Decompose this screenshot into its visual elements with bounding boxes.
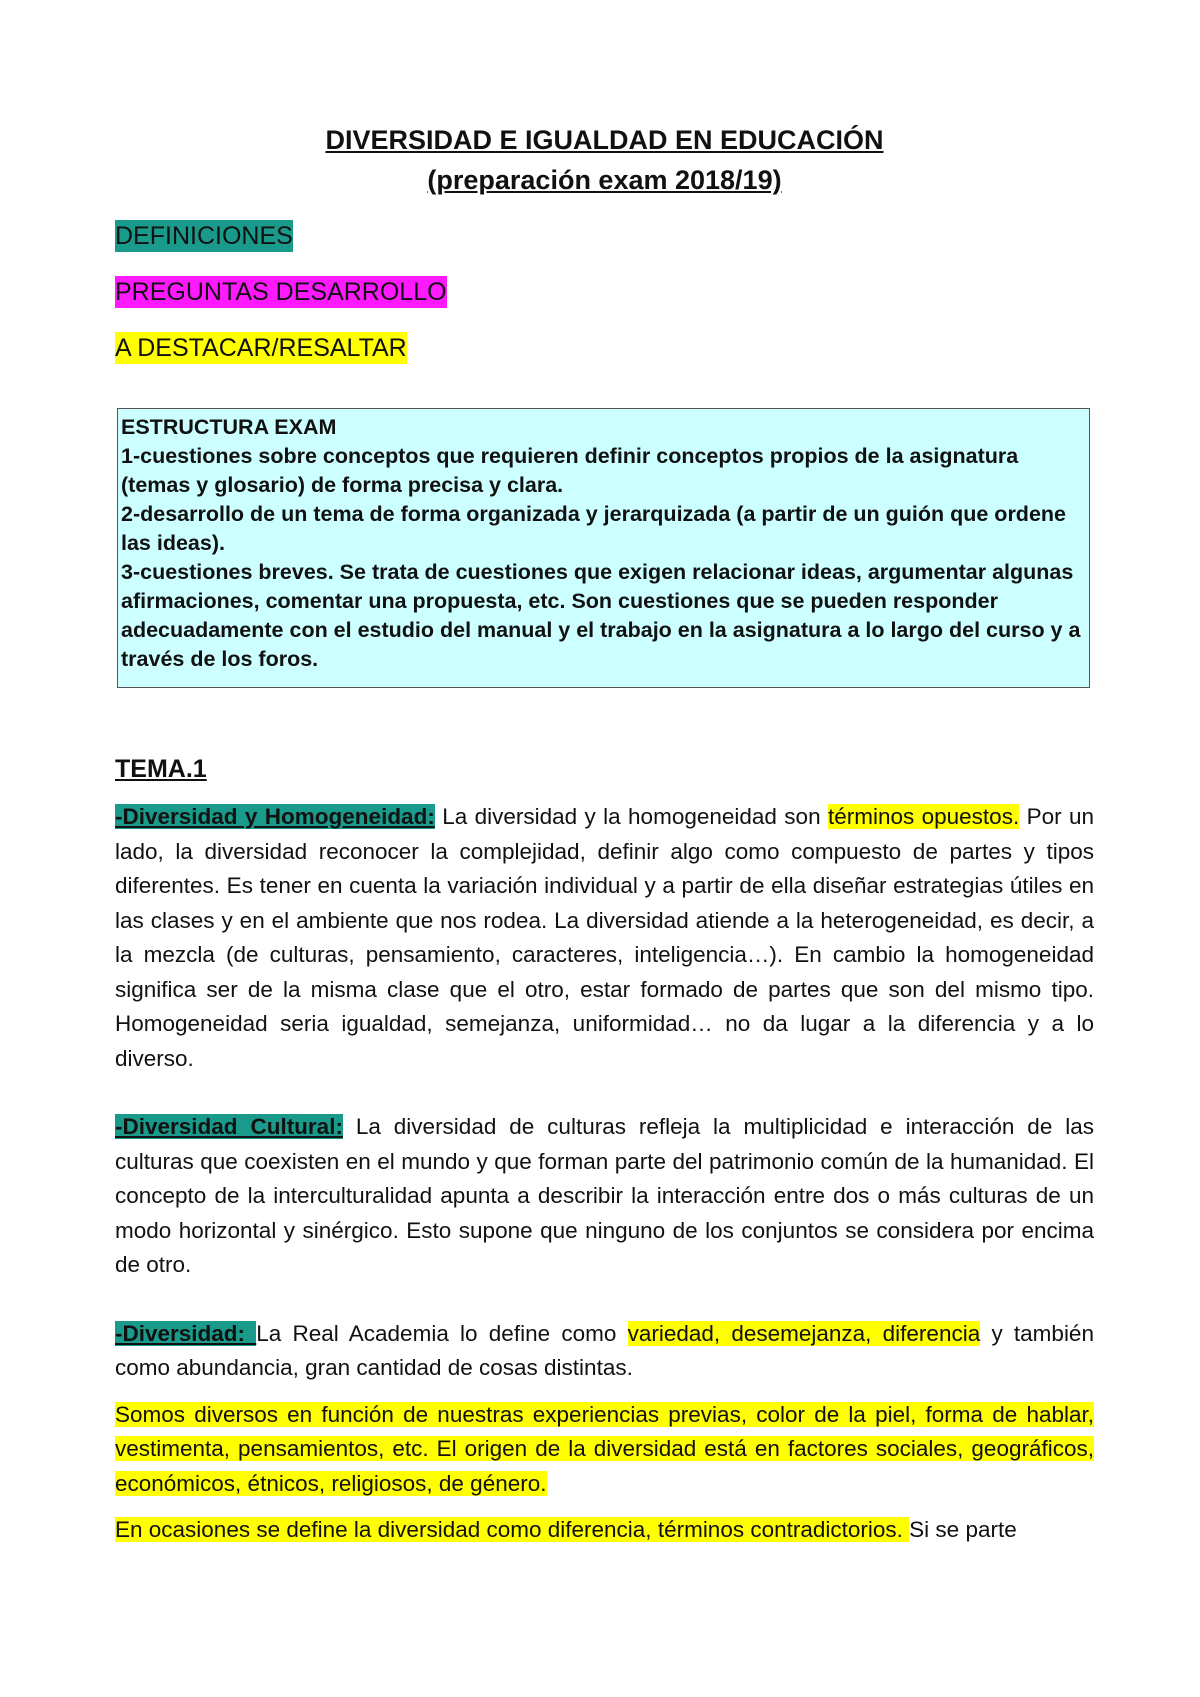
term-diversidad: -Diversidad: — [115, 1320, 257, 1346]
term-diversidad-cultural: -Diversidad Cultural: — [115, 1114, 343, 1139]
paragraph-en-ocasiones — [115, 1513, 1094, 1548]
highlight-somos-diversos: Somos diversos en función de nuestras experiencias previas, color de la piel, forma de hablar, vestimenta, pensamientos, etc. El origen de la diversidad está en factores sociales, geográficos, económicos, étnicos, religiosos, de género. — [115, 1401, 1094, 1496]
document-title: DIVERSIDAD E IGUALDAD EN EDUCACIÓN — [325, 125, 884, 155]
highlight-terminos-opuestos: términos opuestos. — [827, 804, 1020, 829]
legend-definiciones — [115, 220, 1094, 252]
paragraph-diversidad-homogeneidad — [115, 800, 1094, 1076]
highlight-en-ocasiones: En ocasiones se define la diversidad como diferencia, términos contradictorios. — [115, 1517, 910, 1542]
paragraph-text: y también como abundancia, gran cantidad de cosas distintas. — [115, 1320, 1094, 1380]
paragraph-text: Si se parte — [909, 1517, 1017, 1542]
exam-box-item-1: 1-cuestiones sobre conceptos que requieren definir conceptos propios de la asignatura (temas y glosario) de forma precisa y clara. — [121, 444, 1019, 497]
highlight-variedad: variedad, desemejanza, diferencia — [627, 1320, 981, 1346]
legend-destacar — [115, 332, 1094, 364]
legend-definiciones-label: DEFINICIONES — [115, 222, 293, 250]
exam-box-item-3: 3-cuestiones breves. Se trata de cuestiones que exigen relacionar ideas, argumentar algunas afirmaciones, comentar una propuesta, etc. Son cuestiones que se pueden responder adecuadamente con el estudio del manual y el trabajo en la asignatura a lo largo del curso y a través de los foros. — [121, 560, 1081, 671]
legend-preguntas — [115, 276, 1094, 308]
paragraph-diversidad — [115, 1317, 1094, 1386]
legend-destacar-label: A DESTACAR/RESALTAR — [115, 334, 407, 362]
paragraph-text: La diversidad de culturas refleja la multiplicidad e interacción de las culturas que coexisten en el mundo y que forman parte del patrimonio común de la humanidad. El concepto de la interculturalidad apunta a describir la interacción entre dos o más culturas de un modo horizontal y sinérgico. Esto supone que ninguno de los conjuntos se considera por encima de otro. — [115, 1114, 1094, 1277]
exam-box-heading: ESTRUCTURA EXAM — [121, 415, 337, 439]
term-diversidad-homogeneidad: -Diversidad y Homogeneidad: — [115, 804, 435, 829]
exam-box-item-2: 2-desarrollo de un tema de forma organizada y jerarquizada (a partir de un guión que ordene las ideas). — [121, 502, 1066, 555]
legend-preguntas-label: PREGUNTAS DESARROLLO — [115, 278, 447, 306]
exam-structure-box — [117, 408, 1090, 688]
document-subtitle: (preparación exam 2018/19) — [427, 165, 782, 195]
paragraph-text: La diversidad y la homogeneidad son — [434, 804, 828, 829]
section-heading-tema-1: TEMA.1 — [115, 755, 207, 783]
paragraph-text: La Real Academia lo define como — [256, 1320, 628, 1346]
paragraph-diversidad-cultural — [115, 1110, 1094, 1283]
paragraph-somos-diversos — [115, 1398, 1094, 1502]
paragraph-text: Por un lado, la diversidad reconocer la complejidad, definir algo como compuesto de partes y tipos diferentes. Es tener en cuenta la variación individual y a partir de ella diseñar estrategias útiles en las clases y en el ambiente que nos rodea. La diversidad atiende a la heterogeneidad, es decir, a la mezcla (de culturas, pensamiento, caracteres, inteligencia…). En cambio la homogeneidad significa ser de la misma clase que el otro, estar formado de partes que son del mismo tipo. Homogeneidad seria igualdad, semejanza, uniformidad… no da lugar a la diferencia y a lo diverso. — [115, 804, 1094, 1071]
